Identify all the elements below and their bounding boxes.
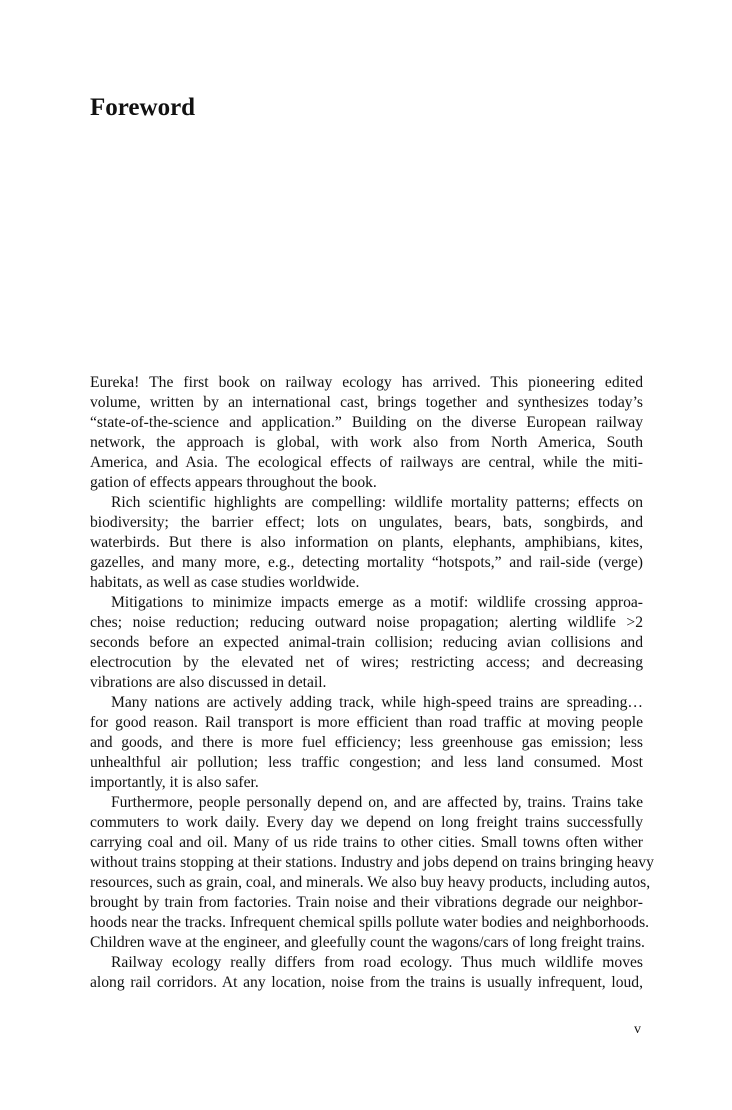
text-line: Mitigations to minimize impacts emerge as a motif: wildlife crossing approa- xyxy=(111,594,643,611)
text-line: without trains stopping at their stations. Industry and jobs depend on trains bringing heavy xyxy=(90,854,654,871)
text-line: electrocution by the elevated net of wires; restricting access; and decreasing xyxy=(90,654,643,671)
text-line: Eureka! The first book on railway ecology has arrived. This pioneering edited xyxy=(90,374,643,391)
text-line: brought by train from factories. Train noise and their vibrations degrade our neighbor- xyxy=(90,894,643,911)
paragraph xyxy=(90,493,643,593)
text-line: hoods near the tracks. Infrequent chemical spills pollute water bodies and neighborhoods. xyxy=(90,914,650,931)
text-line: for good reason. Rail transport is more efficient than road traffic at moving people xyxy=(90,714,643,731)
paragraph xyxy=(90,793,654,953)
text-line: resources, such as grain, coal, and minerals. We also buy heavy products, including autos, xyxy=(90,874,651,891)
text-line: volume, written by an international cast, brings together and synthesizes today’s xyxy=(90,394,643,411)
text-line: gation of effects appears throughout the book. xyxy=(90,474,377,491)
text-line: gazelles, and many more, e.g., detecting mortality “hotspots,” and rail-side (verge) xyxy=(90,554,643,571)
paragraph xyxy=(90,373,643,493)
text-line: carrying coal and oil. Many of us ride trains to other cities. Small towns often wither xyxy=(90,834,643,851)
text-line: Many nations are actively adding track, while high-speed trains are spreading… xyxy=(111,694,643,711)
text-line: vibrations are also discussed in detail. xyxy=(90,674,327,691)
text-line: and goods, and there is more fuel efficiency; less greenhouse gas emission; less xyxy=(90,734,643,751)
text-line: America, and Asia. The ecological effects of railways are central, while the miti- xyxy=(90,454,643,471)
text-line: commuters to work daily. Every day we depend on long freight trains successfully xyxy=(90,814,643,831)
chapter-title: Foreword xyxy=(90,94,196,121)
text-line: biodiversity; the barrier effect; lots on ungulates, bears, bats, songbirds, and xyxy=(90,514,643,531)
body-text xyxy=(90,373,654,993)
text-line: habitats, as well as case studies worldwide. xyxy=(90,574,360,591)
text-line: importantly, it is also safer. xyxy=(90,774,259,791)
text-line: Children wave at the engineer, and gleefully count the wagons/cars of long freight trains. xyxy=(90,934,645,951)
text-line: “state-of-the-science and application.” Building on the diverse European railway xyxy=(90,414,643,431)
page-number: v xyxy=(634,1022,641,1037)
text-line: seconds before an expected animal-train collision; reducing avian collisions and xyxy=(90,634,643,651)
paragraph xyxy=(90,693,643,793)
text-line: unhealthful air pollution; less traffic congestion; and less land consumed. Most xyxy=(90,754,643,771)
text-line: Furthermore, people personally depend on, and are affected by, trains. Trains take xyxy=(111,794,643,811)
paragraph xyxy=(90,593,643,693)
text-line: network, the approach is global, with work also from North America, South xyxy=(90,434,643,451)
text-line: Railway ecology really differs from road ecology. Thus much wildlife moves xyxy=(111,954,643,971)
paragraph xyxy=(90,953,643,993)
text-line: along rail corridors. At any location, noise from the trains is usually infrequent, loud, xyxy=(90,974,643,991)
text-line: Rich scientific highlights are compelling: wildlife mortality patterns; effects on xyxy=(111,494,643,511)
text-line: ches; noise reduction; reducing outward noise propagation; alerting wildlife >2 xyxy=(90,614,643,631)
text-line: waterbirds. But there is also information on plants, elephants, amphibians, kites, xyxy=(90,534,643,551)
